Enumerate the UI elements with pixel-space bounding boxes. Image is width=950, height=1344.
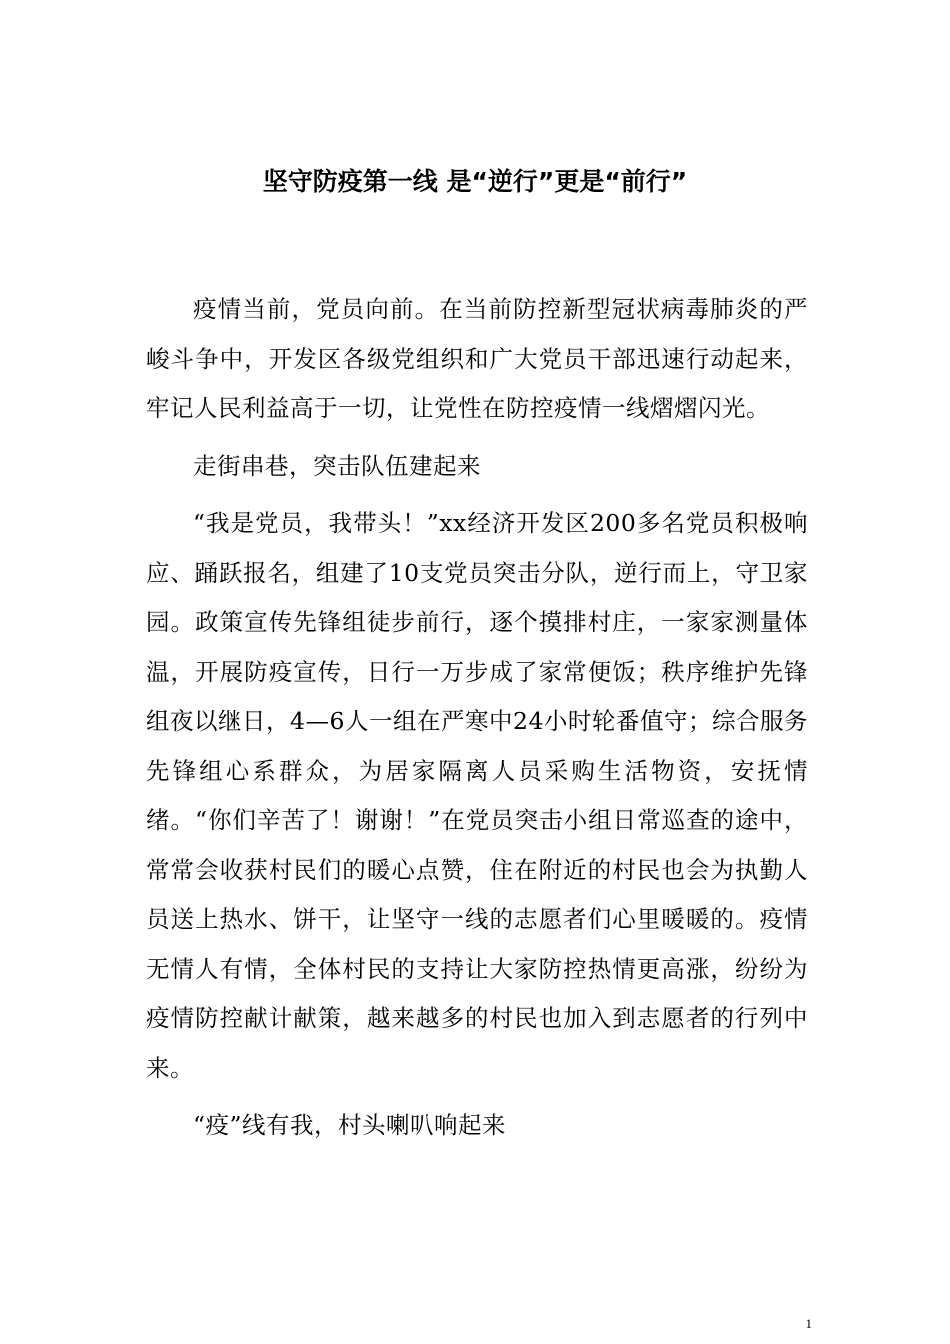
page-number: 1 [805,1316,812,1331]
document-title: 坚守防疫第一线 是“逆行”更是“前行” [262,167,688,196]
section-heading-2: “疫”线有我，村头喇叭响起来 [193,1111,507,1139]
section-heading-1: 走街串巷，突击队伍建起来 [193,451,481,480]
paragraph-intro: 疫情当前，党员向前。在当前防控新型冠状病毒肺炎的严峻斗争中，开发区各级党组织和广大党员干部迅速行动起来，牢记人民利益高于一切，让党性在防控疫情一线熠熠闪光。 [146,295,808,422]
paragraph-section-1: “我是党员，我带头！”xx经济开发区200多名党员积极响应、踊跃报名，组建了10支党员突击分队，逆行而上，守卫家园。政策宣传先锋组徒步前行，逐个摸排村庄，一家家测量体温，开展防疫宣传，日行一万步成了家常便饭；秩序维护先锋组夜以继日，4—6人一组在严寒中24小时轮番值守；综合服务先锋组心系群众，为居家隔离人员采购生活物资，安抚情绪。“你们辛苦了！谢谢！”在党员突击小组日常巡查的途中，常常会收获村民们的暖心点赞，住在附近的村民也会为执勤人员送上热水、饼干，让坚守一线的志愿者们心里暖暖的。疫情无情人有情，全体村民的支持让大家防控热情更高涨，纷纷为疫情防控献计献策，越来越多的村民也加入到志愿者的行列中来。 [146,509,808,1082]
document-body [146,285,808,1151]
